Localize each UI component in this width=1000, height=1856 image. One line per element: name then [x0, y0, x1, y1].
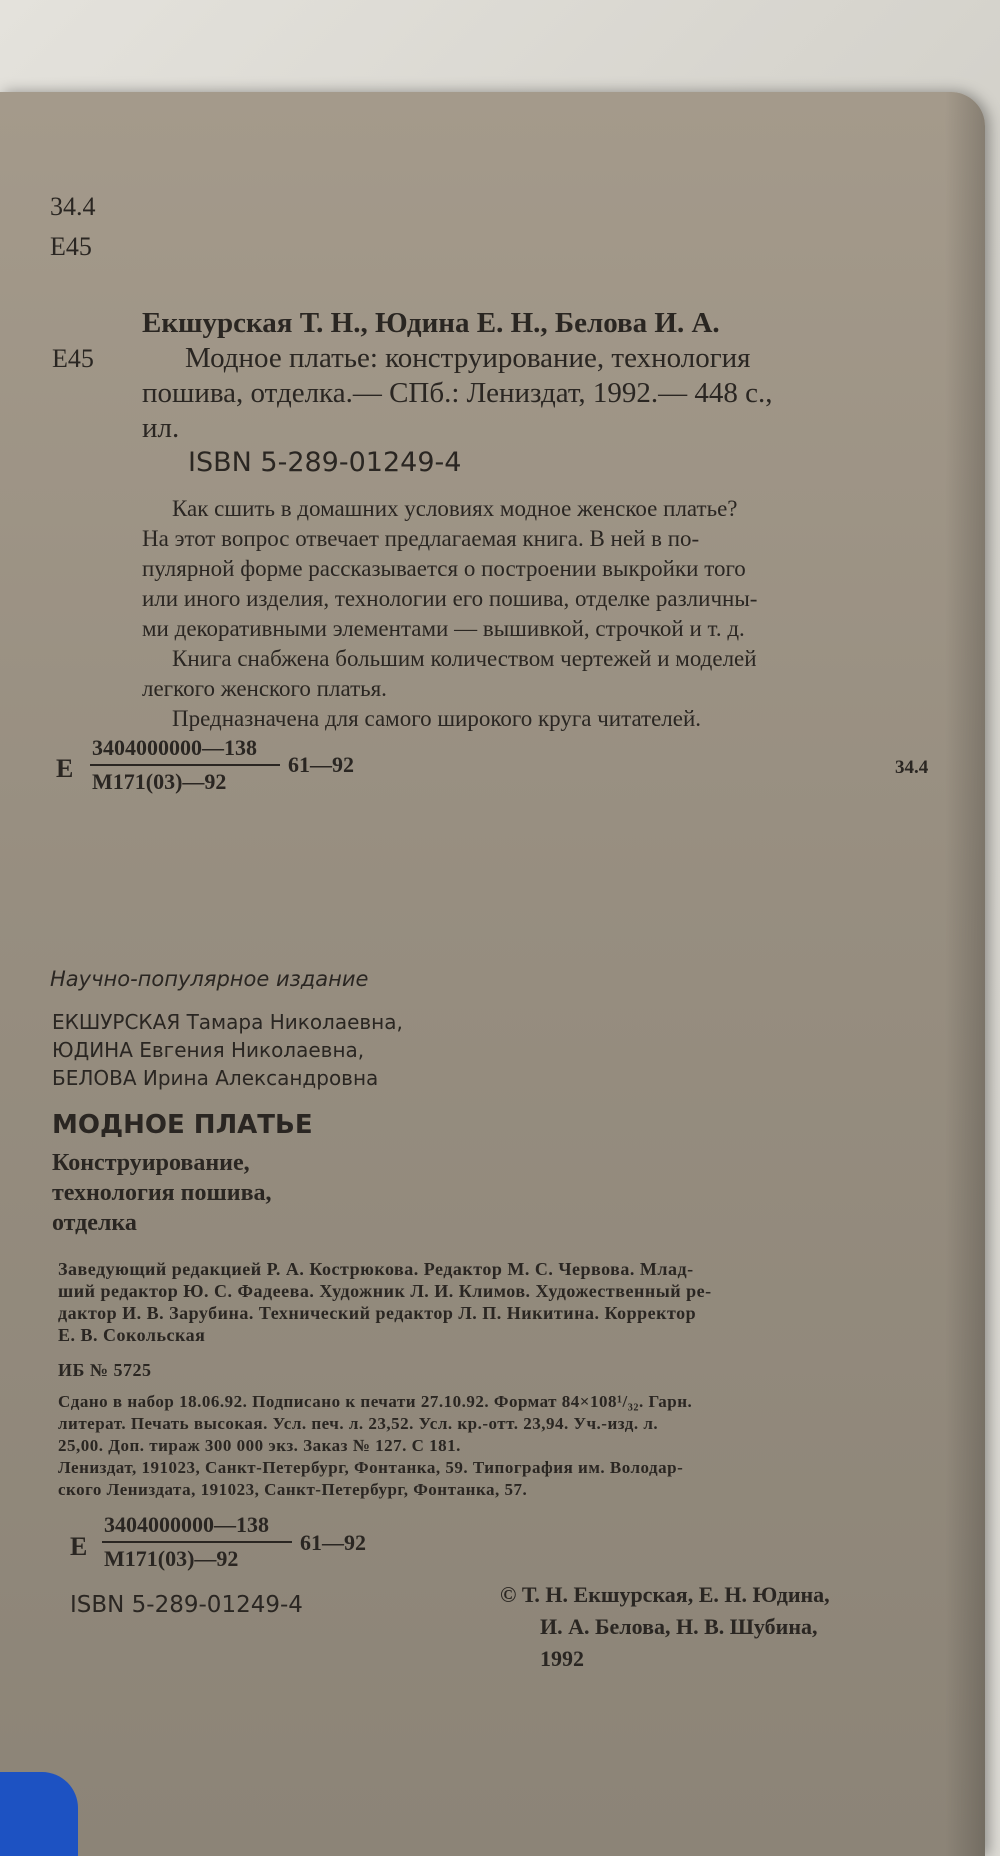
index-right-code: 34.4: [895, 757, 929, 778]
imprint-index-denominator: М171(03)—92: [104, 1546, 239, 1571]
imprint-subtitle: отделка: [52, 1210, 137, 1236]
copyright-line: И. А. Белова, Н. В. Шубина,: [540, 1614, 818, 1639]
imprint-isbn: ISBN 5-289-01249-4: [70, 1592, 303, 1618]
imprint-author: БЕЛОВА Ирина Александровна: [52, 1066, 379, 1090]
copyright-line: © Т. Н. Екшурская, Е. Н. Юдина,: [500, 1582, 830, 1607]
entry-authors: Екшурская Т. Н., Юдина Е. Н., Белова И. А.: [142, 307, 720, 339]
annotation-line: или иного изделия, технологии его пошива, отделке различны-: [142, 586, 758, 611]
print-line: 25,00. Доп. тираж 300 000 экз. Заказ № 127. С 181.: [58, 1436, 461, 1455]
annotation-line: Книга снабжена большим количеством чертежей и моделей: [172, 646, 757, 671]
imprint-index-fraction-line: [102, 1541, 292, 1543]
blue-pen-tip: [0, 1772, 78, 1856]
entry-title-line-3: ил.: [142, 412, 180, 444]
copyright-line: 1992: [540, 1646, 584, 1671]
ib-number: ИБ № 5725: [58, 1360, 152, 1380]
print-line: Лениздат, 191023, Санкт-Петербург, Фонтанка, 59. Типография им. Володар-: [58, 1458, 684, 1477]
print-line: ского Лениздата, 191023, Санкт-Петербург, Фонтанка, 57.: [58, 1480, 528, 1499]
imprint-author: ЕКШУРСКАЯ Тамара Николаевна,: [52, 1010, 403, 1034]
imprint-title: МОДНОЕ ПЛАТЬЕ: [52, 1110, 313, 1140]
imprint-subtitle: Конструирование,: [52, 1150, 250, 1176]
index-suffix: 61—92: [288, 752, 354, 777]
imprint-author: ЮДИНА Евгения Николаевна,: [52, 1038, 365, 1062]
imprint-subtitle: технология пошива,: [52, 1180, 272, 1206]
staff-line: дактор И. В. Зарубина. Технический редактор Л. П. Никитина. Корректор: [58, 1303, 697, 1323]
annotation-line: Как сшить в домашних условиях модное женское платье?: [172, 496, 738, 521]
entry-isbn: ISBN 5-289-01249-4: [188, 447, 462, 478]
staff-line: Заведующий редакцией Р. А. Кострюкова. Редактор М. С. Червова. Млад-: [58, 1259, 694, 1279]
imprint-index-numerator: 3404000000—138: [104, 1512, 269, 1537]
entry-title-line-1: Модное платье: конструирование, технология: [185, 342, 751, 374]
book-page: [0, 92, 985, 1856]
staff-line: ший редактор Ю. С. Фадеева. Художник Л. И. Климов. Художественный ре-: [58, 1281, 712, 1301]
index-numerator: 3404000000—138: [92, 735, 257, 760]
entry-title-line-2: пошива, отделка.— СПб.: Лениздат, 1992.— 448 с.,: [142, 377, 773, 409]
print-line: литерат. Печать высокая. Усл. печ. л. 23,52. Усл. кр.-отт. 23,94. Уч.-изд. л.: [58, 1414, 659, 1433]
index-letter: Е: [56, 754, 74, 783]
classification-code: 34.4: [50, 192, 96, 221]
author-mark: Е45: [50, 232, 92, 261]
entry-code: Е45: [52, 344, 94, 373]
annotation-line: ми декоративными элементами — вышивкой, строчкой и т. д.: [142, 616, 745, 641]
annotation-line: пулярной форме рассказывается о построении выкройки того: [142, 556, 746, 581]
imprint-index-letter: Е: [70, 1532, 88, 1561]
edition-genre: Научно-популярное издание: [50, 967, 369, 991]
index-fraction-line: [90, 764, 280, 766]
staff-line: Е. В. Сокольская: [58, 1325, 206, 1345]
annotation-line: На этот вопрос отвечает предлагаемая книга. В ней в по-: [142, 526, 700, 551]
imprint-index-suffix: 61—92: [300, 1530, 366, 1555]
annotation-line: Предназначена для самого широкого круга читателей.: [172, 706, 702, 731]
index-denominator: М171(03)—92: [92, 769, 227, 794]
annotation-line: легкого женского платья.: [142, 676, 387, 701]
print-line: Сдано в набор 18.06.92. Подписано к печати 27.10.92. Формат 84×108¹/₃₂. Гарн.: [58, 1392, 693, 1411]
